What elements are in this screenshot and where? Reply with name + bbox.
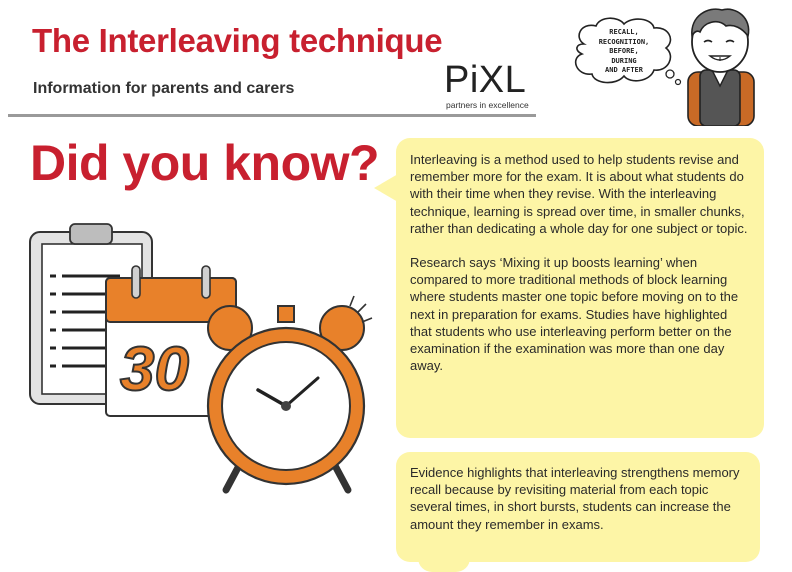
logo-wordmark: PiXL [444,59,527,101]
student-character-icon [660,2,770,126]
evidence-paragraph: Evidence highlights that interleaving strengthens memory recall because by revisiting material from each topic several times, in short bursts, students can increase the amount they remember in exams. [410,465,740,532]
did-you-know-heading: Did you know? [30,135,380,191]
logo-tagline: partners in excellence [446,100,529,110]
cloud-line: BEFORE, [609,47,639,55]
page-title: The Interleaving technique [32,22,443,59]
info-paragraph: Research says ‘Mixing it up boosts learning’ when compared to more traditional methods of block learning where students master one topic before moving on to the next in preparation for exams. Studies have highlighted that students who use interleaving perform better on the examination if the examination was more than one day away. [410,255,739,374]
thought-cloud-text [584,28,664,76]
cloud-line: AND AFTER [605,66,643,74]
speech-bubble-tail [418,558,470,572]
speech-bubble-pointer [374,174,398,202]
speech-bubble-info [396,138,764,438]
time-management-illustration [20,210,380,510]
info-paragraph: Interleaving is a method used to help students revise and remember more for the exam. It is about what students do with their time when they revise. With the interleaving technique, learning is spread over time, in smaller chunks, rather than dedicating a whole day for one subject or topic. [410,152,748,236]
cloud-line: RECOGNITION, [598,37,650,46]
cloud-line: RECALL, [609,28,639,36]
calendar-day-number: 30 [120,335,189,404]
speech-bubble-evidence [396,452,760,562]
alarm-clock-icon [208,296,372,490]
page-subtitle: Information for parents and carers [33,80,295,97]
pixl-logo [444,60,536,114]
header-divider [8,114,536,117]
cloud-line: DURING [611,56,637,65]
